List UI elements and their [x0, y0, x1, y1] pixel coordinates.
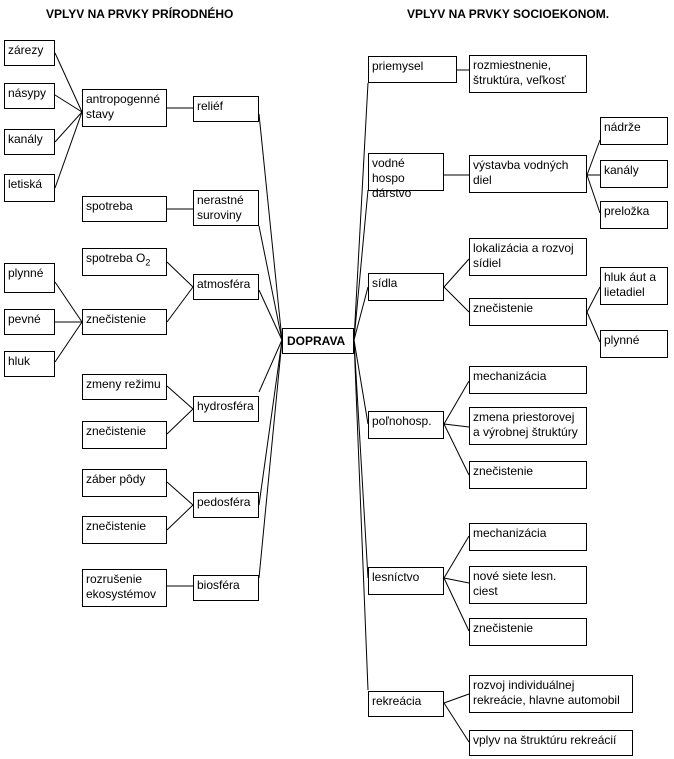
node-letiska: letiská	[4, 174, 55, 202]
node-nove-siete-lesnych-ciest: nové siete lesn. ciest	[469, 566, 587, 604]
node-rozmiestnenie: rozmiestnenie, štruktúra, veľkosť	[469, 55, 587, 93]
node-vodne-hospodarstvo: vodné hospo dárstvo	[368, 153, 444, 191]
node-lokalizacia-rozvoj-sidiel: lokalizácia a rozvoj sídiel	[469, 238, 587, 276]
spotreba-o2-text: spotreba O	[86, 251, 146, 265]
o2-subscript: 2	[145, 257, 151, 268]
node-lesnictvo: lesníctvo	[368, 567, 444, 595]
node-doprava: DOPRAVA	[282, 328, 354, 354]
node-znecistenie-atmosfera: znečistenie	[82, 309, 167, 335]
node-zaber-pody: záber pôdy	[82, 469, 167, 497]
node-nadrze: nádrže	[600, 117, 668, 145]
node-rozrusenie-ekosystemov: rozrušenie ekosystémov	[82, 569, 167, 607]
node-prelozka: preložka	[600, 201, 668, 229]
node-relief: reliéf	[193, 96, 259, 122]
node-antropogenne-stavy: antropogenné stavy	[82, 89, 167, 127]
node-mechanizacia-polnohosp: mechanizácia	[469, 366, 587, 394]
node-nasypy: násypy	[4, 83, 55, 109]
node-hluk-left: hluk	[4, 351, 55, 377]
node-znecistenie-polnohosp: znečistenie	[469, 461, 587, 489]
node-znecistenie-hydrosfera: znečistenie	[82, 421, 167, 449]
node-pevne: pevné	[4, 309, 55, 335]
node-hydrosfera: hydrosféra	[193, 396, 259, 422]
node-biosfera: biosféra	[193, 575, 259, 601]
node-sidla: sídla	[368, 273, 444, 301]
node-spotreba-o2	[82, 248, 167, 276]
node-plynne-right: plynné	[600, 330, 668, 358]
node-priemysel: priemysel	[368, 56, 457, 83]
node-vplyv-na-strukturu-rekreacii: vplyv na štruktúru rekreácií	[469, 730, 633, 756]
node-vystavba-vodnych-diel: výstavba vodných diel	[469, 155, 587, 193]
node-plynne-left: plynné	[4, 263, 55, 293]
node-zmeny-rezimu: zmeny režimu	[82, 374, 167, 400]
heading-natural: VPLYV NA PRVKY PRÍRODNÉHO	[46, 7, 234, 21]
node-znecistenie-pedosfera: znečistenie	[82, 516, 167, 544]
node-spotreba: spotreba	[82, 196, 167, 222]
node-kanaly-left: kanály	[4, 129, 55, 155]
node-hluk-aut-lietadiel: hluk áut a lietadiel	[600, 267, 668, 305]
node-znecistenie-sidla: znečistenie	[469, 298, 587, 326]
node-kanaly-right: kanály	[600, 160, 668, 188]
node-mechanizacia-lesnictvo: mechanizácia	[469, 523, 587, 551]
heading-socioeconomic: VPLYV NA PRVKY SOCIOEKONOM.	[407, 7, 610, 21]
node-nerastne-suroviny: nerastné suroviny	[193, 190, 259, 226]
node-pedosfera: pedosféra	[193, 492, 259, 518]
node-polnohospodarstvo: poľnohosp.	[368, 411, 444, 439]
node-znecistenie-lesnictvo: znečistenie	[469, 618, 587, 646]
node-zarezy: zárezy	[4, 40, 55, 66]
node-zmena-priestorovej: zmena priestorovej a výrobnej štruktúry	[469, 407, 587, 445]
node-atmosfera: atmosféra	[193, 274, 259, 300]
node-rekreacia: rekreácia	[368, 691, 444, 717]
node-rozvoj-individualnej-rekreacie: rozvoj individuálnej rekreácie, hlavne automobil	[469, 675, 633, 713]
